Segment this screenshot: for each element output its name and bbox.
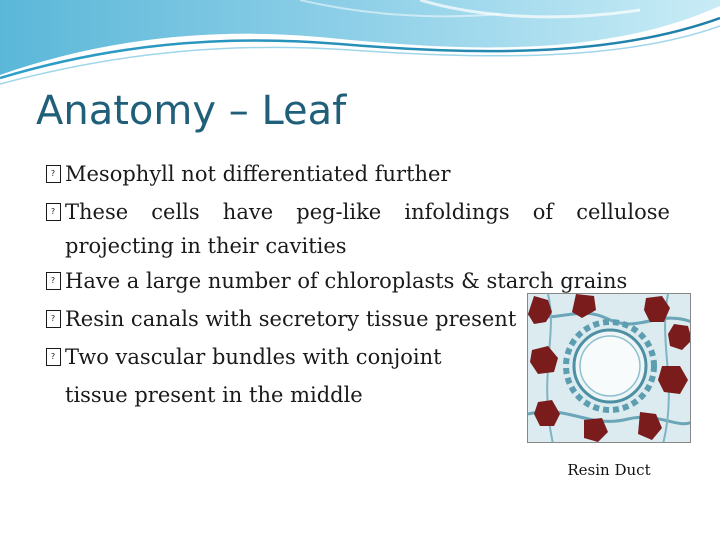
bullet-text: Mesophyll not differentiated further — [65, 162, 451, 186]
bullet-marker-icon: ? — [44, 155, 62, 193]
bullet-marker-icon: ? — [44, 338, 62, 376]
bullet-text: Resin canals with secretory tissue present — [65, 307, 517, 331]
bullet-marker-icon: ? — [44, 300, 62, 338]
image-caption: Resin Duct — [567, 461, 651, 479]
resin-duct-micrograph — [527, 293, 691, 443]
bullet-text-continuation: projecting in their cavities — [65, 234, 347, 258]
header-wave-decoration — [0, 0, 720, 90]
bullet-text-continuation: tissue present in the middle — [65, 383, 363, 407]
bullet-item — [44, 155, 670, 193]
bullet-item — [44, 193, 670, 262]
bullet-text: These cells have peg-like infoldings of cellulose — [65, 200, 670, 224]
slide-title: Anatomy – Leaf — [36, 88, 347, 134]
bullet-marker-icon: ? — [44, 262, 62, 300]
bullet-text: Have a large number of chloroplasts & starch grains — [65, 269, 628, 293]
bullet-marker-icon: ? — [44, 193, 62, 231]
bullet-text: Two vascular bundles with conjoint — [65, 345, 442, 369]
